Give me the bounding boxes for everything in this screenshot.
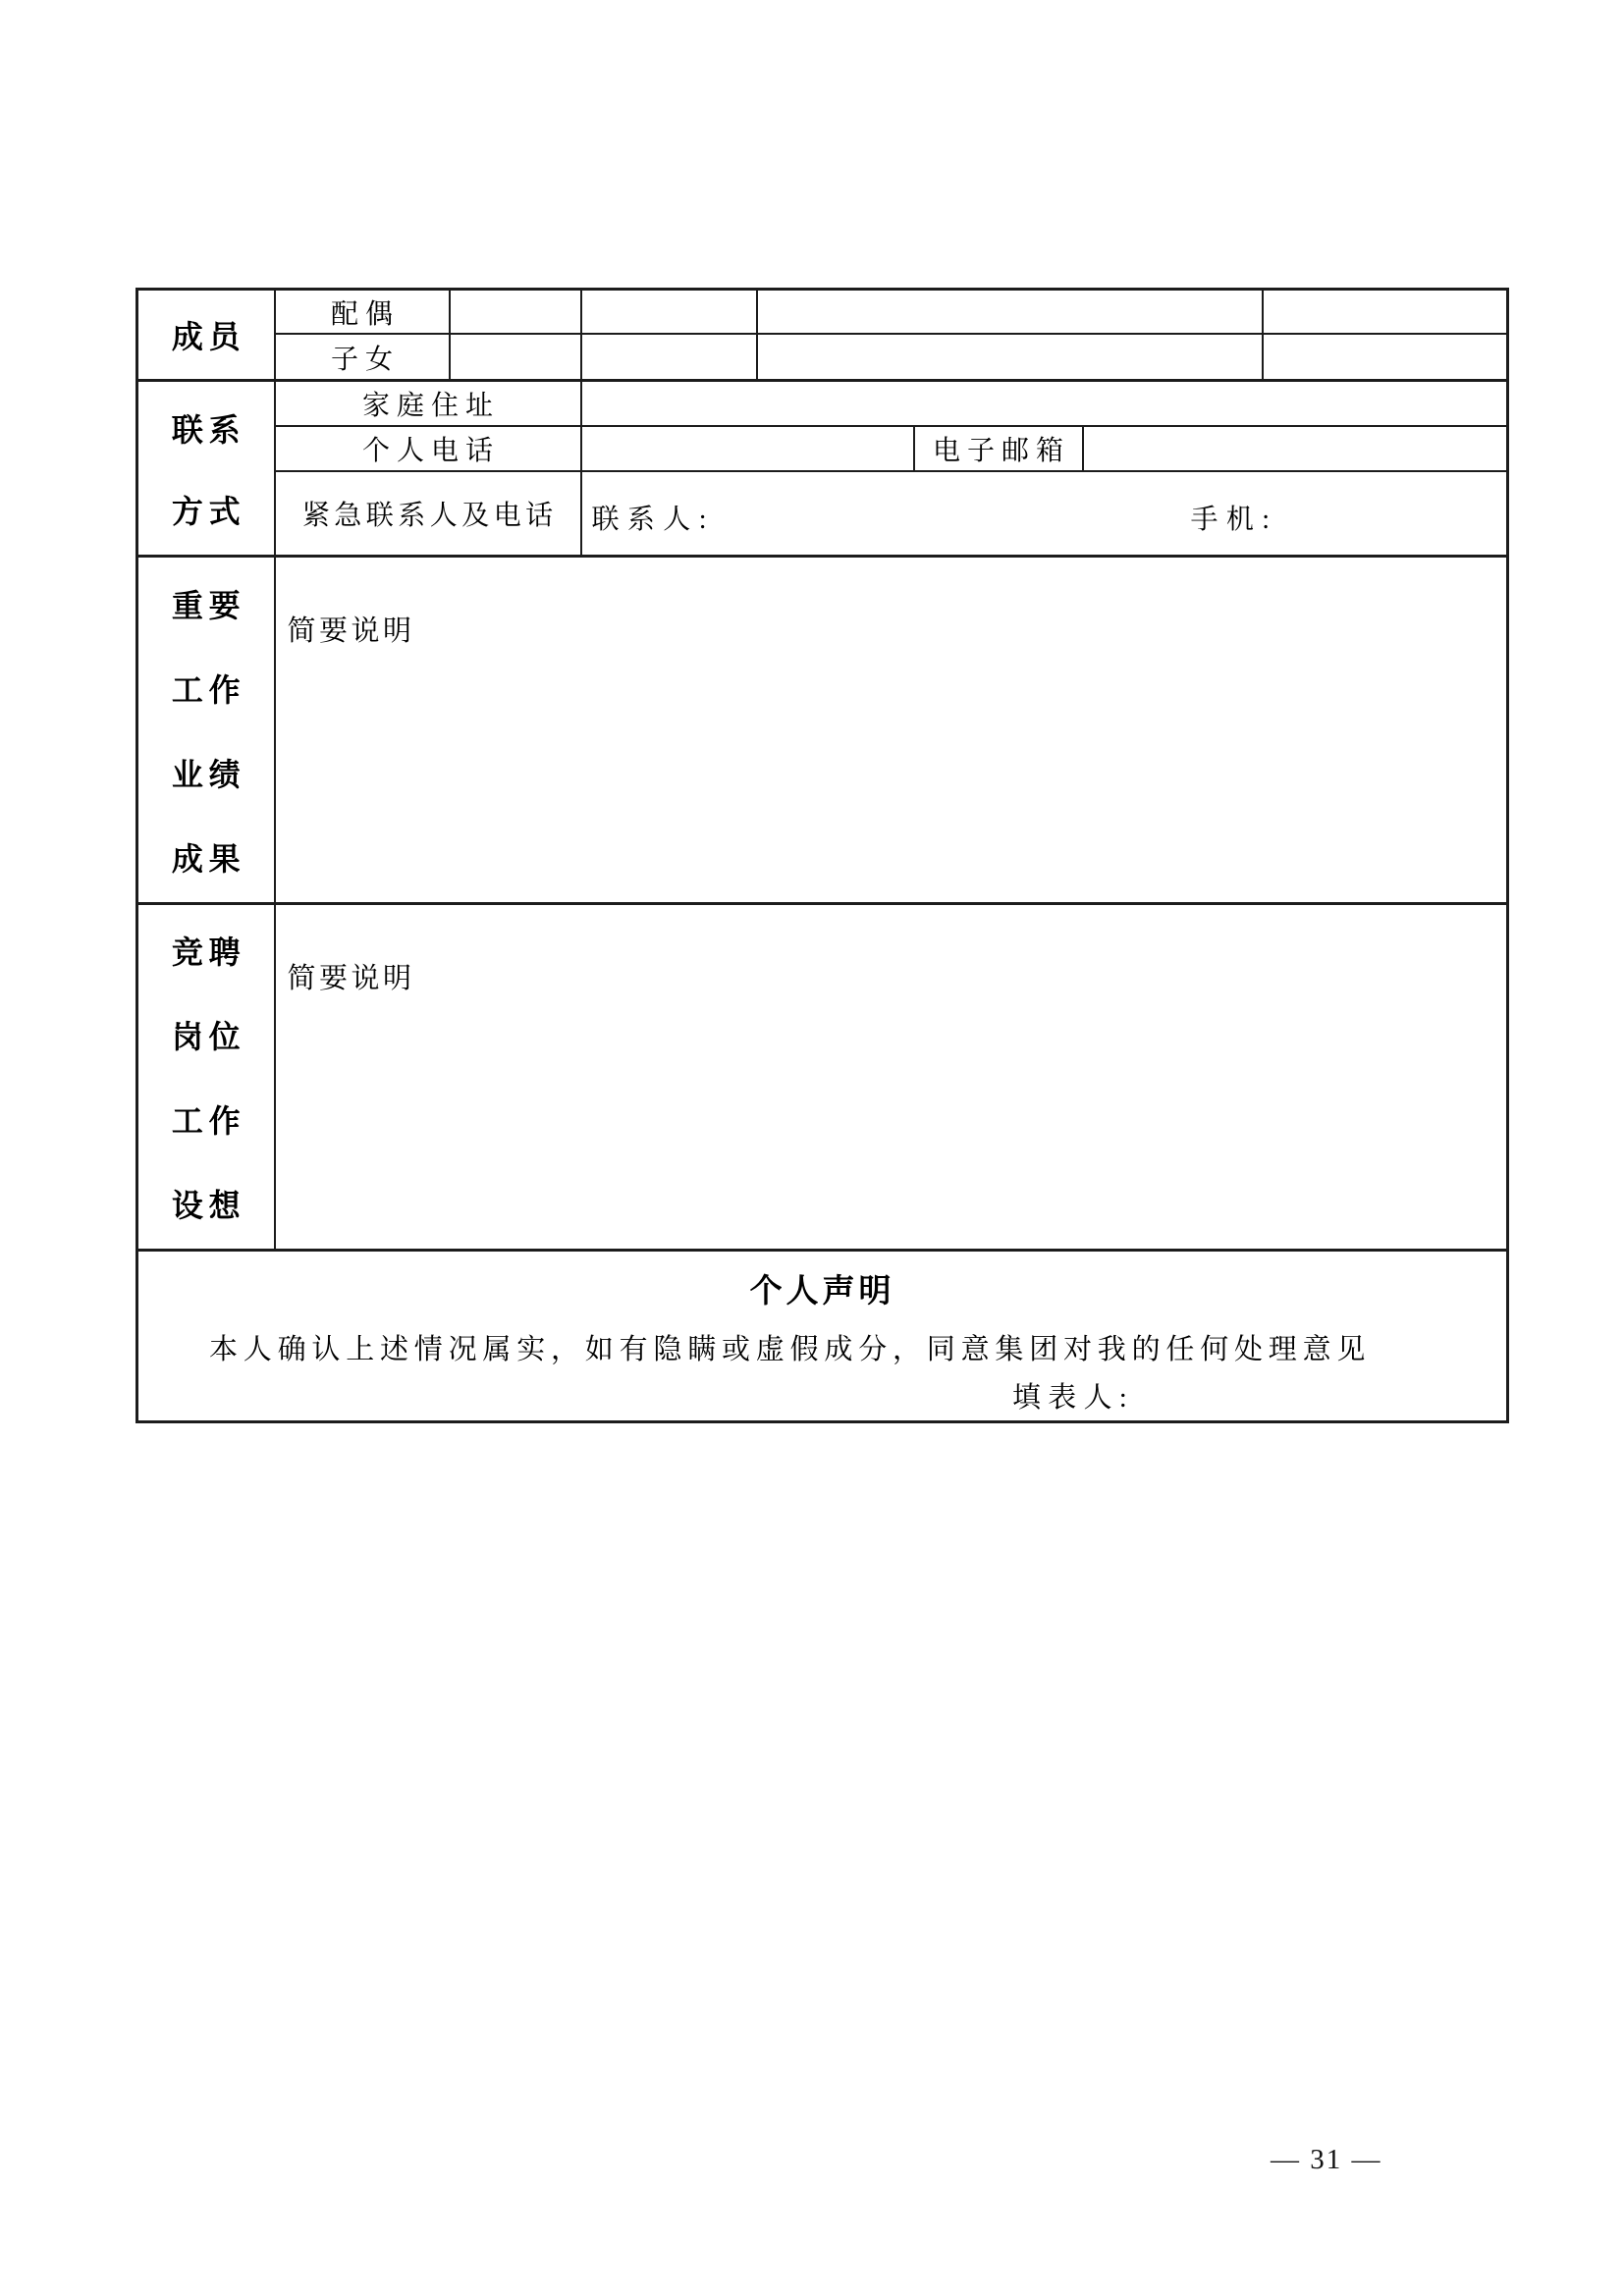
emergency-contact-person-label: 联系人: [591, 505, 715, 535]
position-plan-row-label-line-2: 岗位 [171, 1019, 246, 1054]
personnel-form-table [135, 288, 1509, 1423]
achievements-row-label-line-3: 业绩 [171, 756, 246, 792]
contact-info-row-label-lines [144, 387, 274, 550]
position-plan-row-label-line-4: 设想 [171, 1188, 246, 1223]
home-address-label-cell [275, 381, 581, 427]
family-members-row-label [137, 290, 275, 381]
spouse-label-text: 配偶 [330, 298, 400, 330]
contact-info-row-label [137, 381, 275, 557]
position-plan-row-label-line-1: 竞聘 [171, 934, 246, 970]
children-field-cell-2 [581, 334, 757, 381]
spouse-field-cell-2 [581, 290, 757, 335]
declaration-signer-line [138, 1375, 1506, 1415]
email-label-cell [914, 426, 1083, 471]
spouse-field-cell-1 [450, 290, 581, 335]
email-value-cell [1083, 426, 1508, 471]
email-label-text: 电子邮箱 [932, 436, 1070, 466]
emergency-contact-label-cell [275, 471, 581, 557]
contact-row-label-line-1: 联系 [171, 411, 246, 448]
home-address-value-cell [581, 381, 1508, 427]
achievements-row-label-line-1: 重要 [171, 587, 246, 623]
position-plan-row-label-lines [144, 908, 274, 1246]
children-field-cell-1 [450, 334, 581, 381]
emergency-contact-label-text: 紧急联系人及电话 [301, 501, 558, 531]
position-plan-row-label-line-3: 工作 [171, 1103, 246, 1139]
position-plan-row-label [137, 904, 275, 1251]
personal-phone-label-cell [275, 426, 581, 471]
achievements-hint-text: 简要说明 [287, 615, 415, 647]
children-field-cell-3 [757, 334, 1263, 381]
children-label-text: 子女 [330, 344, 400, 375]
declaration-signer-label: 填表人: [1012, 1382, 1135, 1414]
achievements-row-label [137, 557, 275, 904]
emergency-contact-mobile-label: 手机: [1190, 505, 1278, 535]
page-number: — 31 — [1271, 2144, 1382, 2175]
declaration-body-text: 本人确认上述情况属实，如有隐瞒或虚假成分，同意集团对我的任何处理意见 [209, 1334, 1372, 1365]
achievements-content-cell [275, 557, 1508, 904]
home-address-label-text: 家庭住址 [361, 391, 500, 421]
emergency-contact-value-cell [581, 471, 1508, 557]
children-field-cell-4 [1263, 334, 1508, 381]
personal-phone-label-text: 个人电话 [361, 436, 500, 466]
spouse-label-cell [275, 290, 450, 335]
personal-phone-value-cell [581, 426, 914, 471]
position-plan-content-cell [275, 904, 1508, 1251]
personal-declaration-cell [137, 1251, 1508, 1422]
spouse-field-cell-3 [757, 290, 1263, 335]
achievements-row-label-lines [144, 561, 274, 899]
position-plan-hint-text: 简要说明 [287, 963, 415, 994]
achievements-row-label-line-4: 成果 [171, 840, 246, 877]
achievements-row-label-line-2: 工作 [171, 671, 246, 708]
children-label-cell [275, 334, 450, 381]
contact-row-label-line-2: 方式 [171, 493, 246, 529]
spouse-field-cell-4 [1263, 290, 1508, 335]
family-members-row-label-text: 成员 [171, 319, 246, 354]
declaration-title: 个人声明 [749, 1274, 895, 1309]
